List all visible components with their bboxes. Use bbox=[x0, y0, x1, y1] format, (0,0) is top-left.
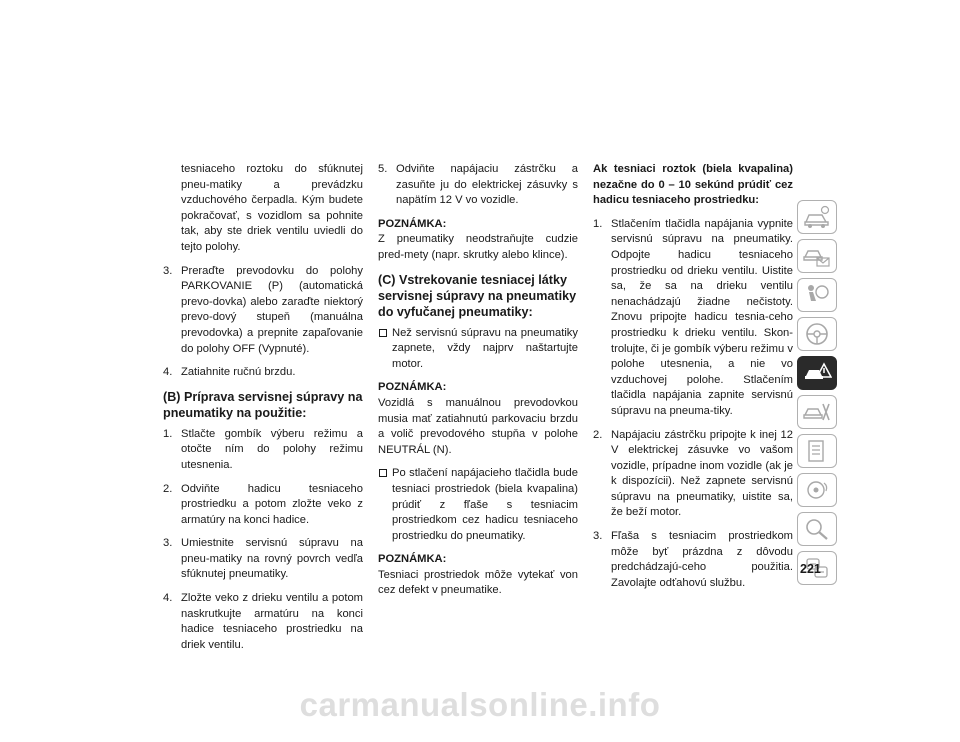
list-text: Stlačením tlačidla napájania vypnite servisnú súpravu na pneumatiky. Odpojte hadicu tesniaceho prostriedku od drieku ventilu. Uistite sa, že sa na drieku ventilu nenachádzajú žiadne nečistoty. Znovu pripojte hadicu tesnia-ceho prostriedku k drieku ventilu. Skon-trolujte, či je gombík výberu režimu v polohe utesnenia, a nie vo vzduchovej polohe. Stlačením tlačidla napájania zapnite servisnú súpravu na pneuma-tiky. bbox=[611, 217, 793, 417]
column-right bbox=[593, 162, 793, 599]
note-text: Tesniaci prostriedok môže vytekať von cez defekt v pneumatike. bbox=[378, 568, 578, 597]
list-item bbox=[163, 427, 363, 474]
specifications-list-icon bbox=[802, 438, 832, 464]
list-text: Napájaciu zástrčku pripojte k inej 12 V elektrickej zásuvke vo vašom vozidle, prípadne inom vozidle (ak je k dispozícii). Než zapnete servisnú súpravu na pneumatiky, uistite sa, že beží motor. bbox=[611, 428, 793, 519]
list-text: Stlačte gombík výberu režimu a otočte ním do polohy režimu utesnenia. bbox=[181, 427, 363, 471]
airbag-icon bbox=[802, 282, 832, 308]
section-heading-c: (C) Vstrekovanie tesniacej látky servisnej súpravy na pneumatiky do vyfučanej pneumatiky: bbox=[378, 272, 577, 319]
procedure-heading: Ak tesniaci roztok (biela kvapalina) nezačne do 0 – 10 sekúnd prúdiť cez hadicu tesniaceho prostriedku: bbox=[593, 163, 793, 207]
list-number: 4. bbox=[163, 592, 173, 605]
tab-roadside-warning[interactable] bbox=[797, 356, 837, 390]
list-number: 3. bbox=[593, 530, 603, 543]
list-item bbox=[163, 264, 363, 358]
checkbox-bullet-icon bbox=[379, 329, 387, 337]
checkbox-bullet-icon bbox=[379, 469, 387, 477]
note-label: POZNÁMKA: bbox=[378, 217, 447, 230]
note-text: Vozidlá s manuálnou prevodovkou musia mať zatiahnutú parkovaciu brzdu a volič prevodového stupňa v polohe NEUTRÁL (N). bbox=[378, 396, 578, 456]
section-heading-b: (B) Príprava servisnej súpravy na pneumatiky na použitie: bbox=[163, 389, 363, 420]
list-text: Umiestnite servisnú súpravu na pneu-matiky na rovný povrch vedľa sfúknutej pneumatiky. bbox=[181, 537, 363, 581]
tab-specifications[interactable] bbox=[797, 434, 837, 468]
chapter-tabs bbox=[797, 200, 839, 590]
list-text: Fľaša s tesniacim prostriedkom môže byť prázdna z dôvodu predchádzajú-ceho použitia. Zavolajte odťahovú službu. bbox=[611, 530, 793, 589]
column-middle bbox=[378, 162, 578, 607]
note-text: Z pneumatiky neodstraňujte cudzie pred-mety (napr. skrutky alebo klince). bbox=[378, 233, 578, 261]
list-number: 2. bbox=[163, 482, 173, 495]
list-item bbox=[593, 217, 793, 420]
intro-paragraph: tesniaceho roztoku do sfúknutej pneu-matiky a prevádzku vzduchového čerpadla. Kým budete pokračovať, s vozidlom sa pohnite tak, aby ste driek ventilu uviedli do tejto polohy. bbox=[181, 163, 363, 253]
page-number: 221 bbox=[800, 562, 821, 576]
list-number: 3. bbox=[163, 537, 173, 550]
bullet-item bbox=[378, 466, 578, 544]
car-mail-icon bbox=[802, 243, 832, 269]
index-search-icon bbox=[802, 516, 832, 542]
list-item bbox=[593, 428, 793, 522]
list-number: 1. bbox=[593, 217, 603, 230]
tab-index[interactable] bbox=[797, 512, 837, 546]
list-item bbox=[163, 536, 363, 583]
tab-multimedia[interactable] bbox=[797, 473, 837, 507]
bullet-text: Než servisnú súpravu na pneumatiky zapnete, vždy najprv naštartujte motor. bbox=[392, 326, 578, 370]
list-item bbox=[163, 591, 363, 653]
tab-car-info[interactable] bbox=[797, 200, 837, 234]
watermark: carmanualsonline.info bbox=[299, 686, 661, 723]
steering-wheel-icon bbox=[802, 321, 832, 347]
list-number: 5. bbox=[378, 163, 388, 175]
list-text: Zatiahnite ručnú brzdu. bbox=[181, 366, 296, 379]
bullet-item bbox=[378, 326, 578, 373]
note-label: POZNÁMKA: bbox=[378, 553, 447, 566]
bullet-text: Po stlačení napájacieho tlačidla bude tesniaci prostriedok (biela kvapalina) prúdiť z fľaše s tesniacim prostriedkom cez hadicu tesniaceho prostriedku do pneumatiky. bbox=[392, 467, 578, 542]
list-item bbox=[163, 482, 363, 529]
car-service-icon bbox=[802, 399, 832, 425]
list-text: Odviňte napájaciu zástrčku a zasuňte ju do elektrickej zásuvky s napätím 12 V vo vozidle. bbox=[396, 163, 578, 207]
note-label: POZNÁMKA: bbox=[378, 381, 447, 394]
car-info-icon bbox=[802, 204, 832, 230]
list-number: 3. bbox=[163, 264, 173, 277]
tab-steering-wheel[interactable] bbox=[797, 317, 837, 351]
list-item bbox=[593, 529, 793, 591]
tab-airbag[interactable] bbox=[797, 278, 837, 312]
list-text: Zložte veko z drieku ventilu a potom naskrutkujte armatúru na konci hadice tesniaceho prostriedku na driek ventilu. bbox=[181, 592, 363, 651]
list-item bbox=[163, 365, 363, 381]
tab-car-mail[interactable] bbox=[797, 239, 837, 273]
list-text: Preraďte prevodovku do polohy PARKOVANIE (P) (automatická prevo-dovka) alebo zaraďte niektorý prevo-dový stupeň (manuálna prevodovka) a prepnite zapaľovanie do polohy OFF (Vypnuté). bbox=[181, 264, 363, 355]
multimedia-icon bbox=[802, 477, 832, 503]
tab-car-service[interactable] bbox=[797, 395, 837, 429]
list-text: Odviňte hadicu tesniaceho prostriedku a potom zložte veko z armatúry na konci hadice. bbox=[181, 482, 363, 526]
list-number: 2. bbox=[593, 428, 603, 441]
roadside-warning-icon bbox=[802, 360, 832, 386]
list-item bbox=[378, 162, 578, 209]
list-number: 1. bbox=[163, 427, 173, 440]
column-left bbox=[163, 162, 363, 661]
list-number: 4. bbox=[163, 366, 173, 379]
